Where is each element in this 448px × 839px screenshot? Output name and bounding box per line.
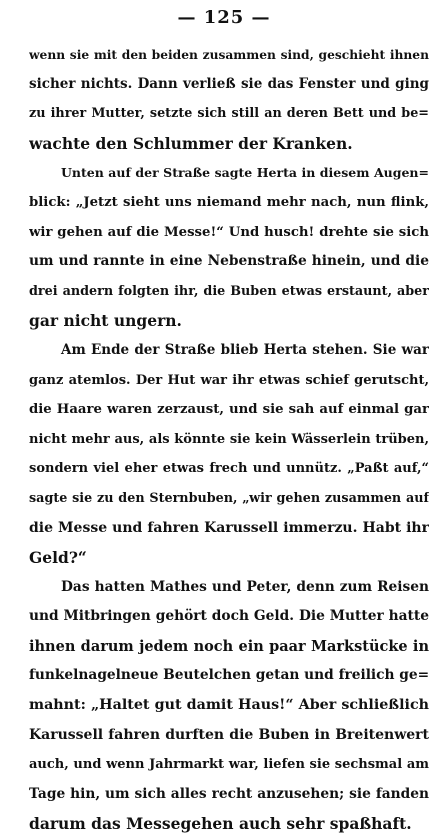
- text-line: wachte den Schlummer der Kranken.: [29, 133, 353, 153]
- text-line: funkelnagelneue Beutelchen getan und freilich ge=: [29, 667, 429, 684]
- text-line: Tage hin, um sich alles recht anzusehen; sie fanden: [29, 785, 429, 802]
- page-number: — 125 —: [177, 7, 271, 28]
- text-line: die Haare waren zerzaust, und sie sah auf einmal gar: [29, 402, 429, 418]
- text-line: drei andern folgten ihr, die Buben etwas erstaunt, aber: [29, 283, 429, 299]
- text-line: wir gehen auf die Messe!“ Und husch! drehte sie sich: [29, 224, 429, 240]
- text-line: gar nicht ungern.: [29, 311, 182, 331]
- text-line: ihnen darum jedem noch ein paar Markstücke in: [29, 637, 429, 655]
- text-line: zu ihrer Mutter, setzte sich still an deren Bett und be=: [29, 106, 429, 122]
- text-line: und Mitbringen gehört doch Geld. Die Mutter hatte: [29, 608, 429, 625]
- text-line: blick: „Jetzt sieht uns niemand mehr nach, nun flink,: [29, 194, 429, 210]
- text-line: um und rannte in eine Nebenstraße hinein, und die: [29, 253, 429, 270]
- text-line: Unten auf der Straße sagte Herta in diesem Augen=: [61, 165, 429, 181]
- text-line: ganz atemlos. Der Hut war ihr etwas schief gerutscht,: [29, 372, 429, 388]
- body-text: [29, 40, 429, 839]
- text-line: Geld?“: [29, 548, 87, 568]
- text-line: darum das Messegehen auch sehr spaßhaft.: [29, 814, 412, 834]
- text-line: Am Ende der Straße blieb Herta stehen. Sie war: [61, 341, 429, 358]
- text-line: sagte sie zu den Sternbuben, „wir gehen zusammen auf: [29, 490, 429, 506]
- text-line: wenn sie mit den beiden zusammen sind, geschieht ihnen: [29, 47, 429, 62]
- text-line: Das hatten Mathes und Peter, denn zum Reisen: [61, 578, 429, 595]
- text-line: Karussell fahren durften die Buben in Breitenwert: [29, 726, 429, 743]
- text-line: nicht mehr aus, als könnte sie kein Wässerlein trüben,: [29, 431, 429, 447]
- text-line: auch, und wenn Jahrmarkt war, liefen sie sechsmal am: [29, 757, 429, 773]
- text-line: sicher nichts. Dann verließ sie das Fenster und ging: [29, 75, 429, 92]
- text-line: mahnt: „Haltet gut damit Haus!“ Aber schließlich: [29, 697, 429, 714]
- text-line: die Messe und fahren Karussell immerzu. Habt ihr: [29, 519, 429, 536]
- text-line: sondern viel eher etwas frech und unnütz. „Paßt auf,“: [29, 461, 429, 477]
